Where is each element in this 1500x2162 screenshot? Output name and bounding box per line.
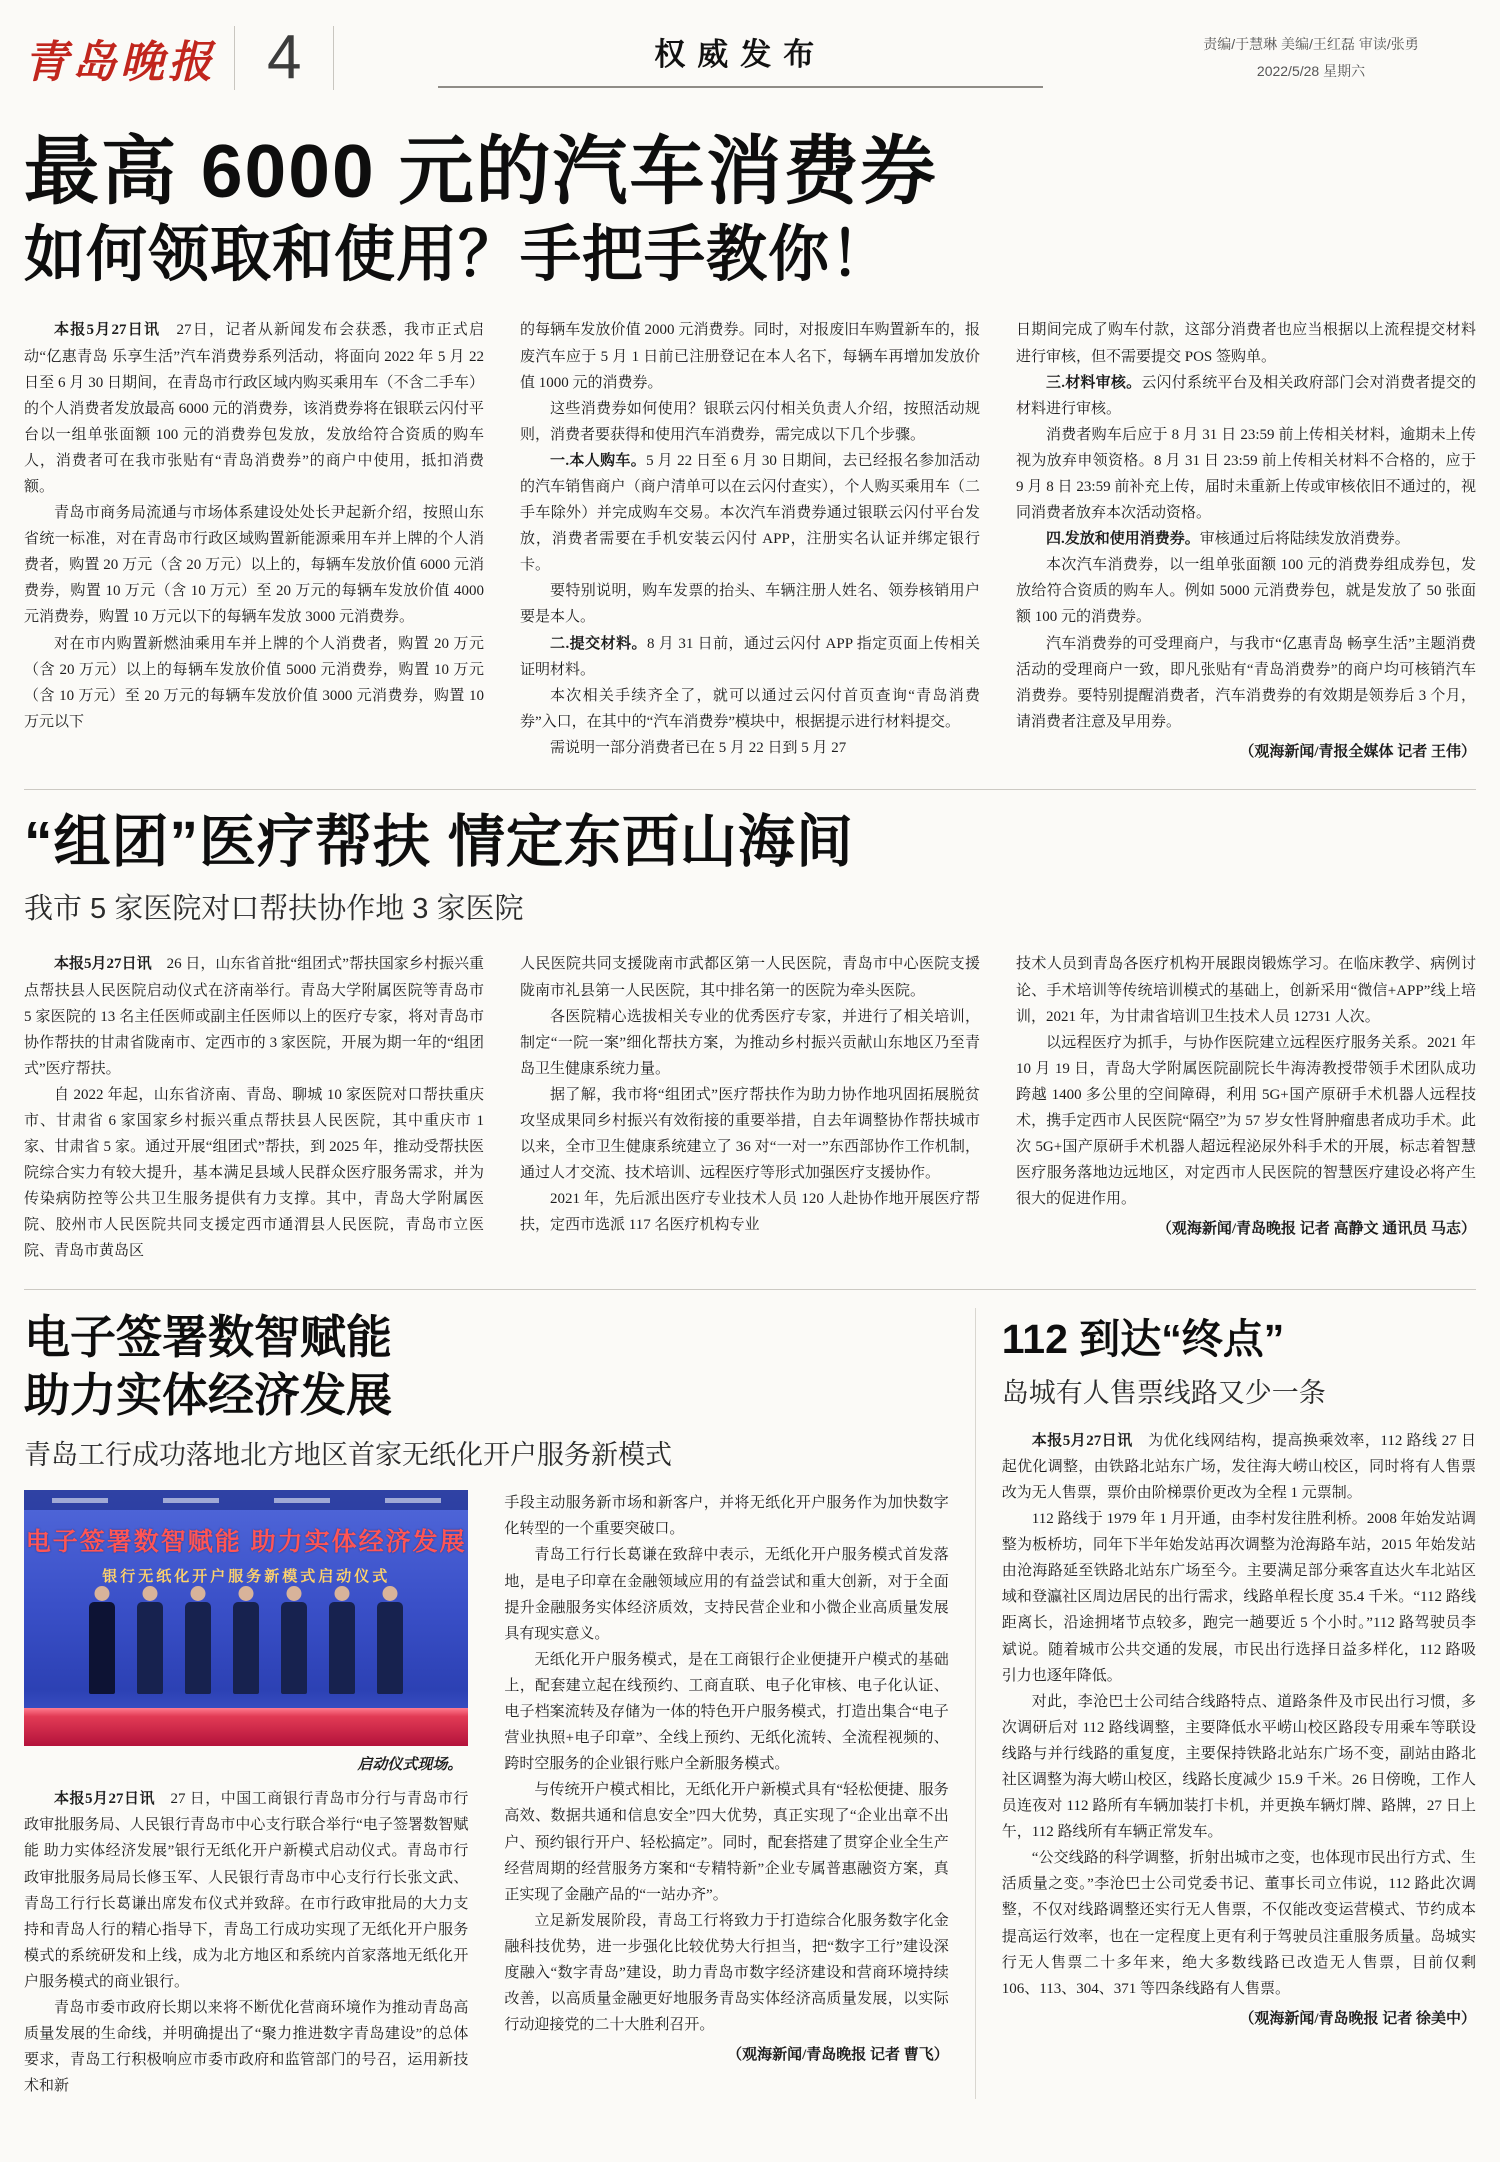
section-header — [352, 29, 1128, 88]
article-column — [1016, 317, 1476, 765]
masthead — [24, 14, 1476, 102]
person-figure — [281, 1602, 307, 1694]
paragraph: 本报5月27日讯 27 日，中国工商银行青岛市分行与青岛市行政审批服务局、人民银行青岛市中心支行联合举行“电子签署数智赋能 助力实体经济发展”银行无纸化开户新模式启动仪式。青岛市行政审批服务局局长修玉军、人民银行青岛市中心支行行长张文武、青岛工行行长葛谦出席发布仪式并致辞。在市行政审批局的大力支持和青岛人行的精心指导下，青岛工行成功实现了无纸化开户服务模式的系统研发和上线，成为北方地区和系统内首家落地无纸化开户服务模式的商业银行。 — [24, 1791, 469, 1990]
article2-subtitle: 我市 5 家医院对口帮扶协作地 3 家医院 — [24, 893, 524, 926]
section-title: 权威发布 — [654, 36, 827, 72]
article2-body — [24, 951, 1476, 1264]
article-bank-paperless — [24, 1308, 949, 2100]
person-figure — [329, 1602, 355, 1694]
red-carpet — [24, 1708, 468, 1746]
paragraph: 日期间完成了购车付款，这部分消费者也应当根据以上流程提交材料进行审核，但不需要提交 POS 签购单。 — [1016, 322, 1476, 365]
page-number: 4 — [267, 23, 302, 92]
paragraph: 这些消费券如何使用？银联云闪付相关负责人介绍，按照活动规则，消费者要获得和使用汽车消费券，需完成以下几个步骤。 — [520, 400, 980, 443]
article3-headline-line1: 电子签署数智赋能 — [24, 1310, 392, 1363]
article3-body — [24, 1490, 949, 2099]
paragraph: 的每辆车发放价值 2000 元消费券。同时，对报废旧车购置新车的，报废汽车应于 5 月 1 日前已注册登记在本人名下，每辆车再增加发放价值 1000 元的消费券。 — [520, 322, 980, 391]
person-figure — [377, 1602, 403, 1694]
vertical-divider — [975, 1308, 976, 2100]
article-credit: （观海新闻/青岛晚报 记者 徐美中） — [1239, 2010, 1476, 2027]
photo-top-banner — [24, 1490, 468, 1510]
editors-line: 责编/于慧琳 美编/王红磊 审读/张勇 — [1203, 36, 1419, 53]
photo-people — [24, 1602, 468, 1694]
article-bus-route-112 — [1002, 1308, 1476, 2100]
article-column — [1016, 951, 1476, 1264]
paragraph: 无纸化开户服务模式，是在工商银行企业便捷开户模式的基础上，配套建立起在线预约、工商直联、电子化审核、电子化认证、电子档案流转及存储为一体的特色开户服务模式，打造出集合“电子营业执照+电子印章”、全线上预约、无纸化流转、全流程视频的、跨时空服务的企业银行账户全新服务模式。 — [504, 1651, 949, 1773]
article4-headline: 112 到达“终点” — [1001, 1315, 1285, 1362]
paragraph: 人民医院共同支援陇南市武都区第一人民医院，青岛市中心医院支援陇南市礼县第一人民医院，其中排名第一的医院为牵头医院。 — [520, 956, 980, 999]
article1-body — [24, 317, 1476, 765]
paragraph: 需说明一部分消费者已在 5 月 22 日到 5 月 27 — [550, 739, 847, 756]
paragraph: 消费者购车后应于 8 月 31 日 23:59 前上传相关材料，逾期未上传视为放弃申领资格。8 月 31 日 23:59 前上传相关材料不合格的，应于 9 月 8 日 23:59 前补充上传，届时未重新上传或审核依旧不通过的，视同消费者放弃本次活动资格。 — [1016, 426, 1476, 522]
article-column — [24, 951, 484, 1264]
photo-caption: 启动仪式现场。 — [357, 1757, 463, 1774]
paragraph: 与传统开户模式相比，无纸化开户新模式具有“轻松便捷、服务高效、数据共通和信息安全”四大优势，真正实现了“企业出章不出户、预约银行开户、轻松搞定”。同时，配套搭建了贯穿企业全生产经营周期的经营服务方案和“专精特新”企业专属普惠融资方案，真正实现了金融产品的“一站办齐”。 — [504, 1782, 949, 1903]
person-figure — [185, 1602, 211, 1694]
article1-headline: 最高 6000 元的汽车消费券 — [24, 129, 938, 213]
paragraph: 汽车消费券的可受理商户，与我市“亿惠青岛 畅享生活”主题消费活动的受理商户一致，即凡张贴有“青岛消费券”的商户均可核销汽车消费券。要特别提醒消费者，汽车消费券的有效期是领券后 3 个月，请消费者注意及早用券。 — [1016, 635, 1476, 730]
paragraph: 本次汽车消费券，以一组单张面额 100 元的消费券组成券包，发放给符合资质的购车人。例如 5000 元消费券包，就是发放了 50 张面额 100 元的消费券。 — [1016, 557, 1476, 626]
article-car-coupons — [24, 128, 1476, 765]
article3-headline-line2: 助力实体经济发展 — [24, 1369, 392, 1422]
section-divider — [24, 1289, 1476, 1290]
photo-banner-subtitle: 银行无纸化开户服务新模式启动仪式 — [102, 1568, 391, 1586]
paragraph: 要特别说明，购车发票的抬头、车辆注册人姓名、领券核销用户要是本人。 — [520, 583, 980, 626]
divider — [333, 26, 334, 90]
paragraph: “公交线路的科学调整，折射出城市之变，也体现市民出行方式、生活质量之变。”李沧巴士公司党委书记、董事长司立伟说，112 路此次调整，不仅对线路调整还实行无人售票，不仅能改变运营模式、节约成本提高运行效率，也在一定程度上更有利于驾驶员注重服务质量。岛城实行无人售票二十多年来，绝大多数线路已改造无人售票，目前仅剩 106、113、304、371 等四条线路有人售票。 — [1001, 1850, 1476, 1997]
ceremony-photo-image — [24, 1490, 468, 1746]
paragraph: 四.发放和使用消费券。审核通过后将陆续发放消费券。 — [1046, 531, 1410, 548]
article-column — [1002, 1428, 1476, 2032]
article-credit: （观海新闻/青岛晚报 记者 曹飞） — [727, 2047, 949, 2064]
article-column — [520, 317, 980, 765]
bottom-section — [24, 1308, 1476, 2100]
article-credit: （观海新闻/青报全媒体 记者 王伟） — [1239, 743, 1476, 760]
article-column-text — [24, 1786, 468, 2099]
paragraph: 一.本人购车。5 月 22 日至 6 月 30 日期间，去已经报名参加活动的汽车销售商户（商户清单可以在云闪付查实），个人购买乘用车（二手车除外）并完成购车交易。本次汽车消费券通过银联云闪付平台发放，消费者需要在手机安装云闪付 APP，注册实名认证并绑定银行卡。 — [520, 452, 980, 574]
paragraph: 2021 年，先后派出医疗专业技术人员 120 人赴协作地开展医疗帮扶，定西市选派 117 名医疗机构专业 — [520, 1191, 980, 1234]
paragraph: 自 2022 年起，山东省济南、青岛、聊城 10 家医院对口帮扶重庆市、甘肃省 6 家国家乡村振兴重点帮扶县人民医院，其中重庆市 1 家、甘肃省 5 家。通过开展“组团式”帮扶，到 2025 年，推动受帮扶医院综合实力有较大提升，基本满足县域人民群众医疗服务需求，并为传染病防控等公共卫生服务提供有力支撑。其中，青岛大学附属医院、胶州市人民医院共同支援定西市通渭县人民医院，青岛市立医院、青岛市黄岛区 — [24, 1086, 484, 1260]
paragraph: 对在市内购置新燃油乘用车并上牌的个人消费者，购置 20 万元（含 20 万元）以上的每辆车发放价值 5000 元消费券，购置 10 万元（含 10 万元）至 20 万元的每辆车发放价值 3000 元消费券，购置 10 万元以下 — [24, 635, 484, 730]
paragraph: 本报5月27日讯 27日，记者从新闻发布会获悉，我市正式启动“亿惠青岛 乐享生活”汽车消费券系列活动，将面向 2022 年 5 月 22 日至 6 月 30 日期间，在青岛市行政区域内购买乘用车（不含二手车）的个人消费者发放最高 6000 元的消费券，该消费券将在银联云闪付平台以一组单张面额 100 元的消费券包发放，发放给符合资质的购车人，消费者可在我市张贴有“青岛消费券”的商户中使用，抵扣消费额。 — [24, 322, 484, 495]
article-credit: （观海新闻/青岛晚报 记者 高静文 通讯员 马志） — [1156, 1221, 1476, 1238]
article2-headline: “组团”医疗帮扶 情定东西山海间 — [24, 810, 854, 875]
paragraph: 据了解，我市将“组团式”医疗帮扶作为助力协作地巩固拓展脱贫攻坚成果同乡村振兴有效衔接的重要举措，自去年调整协作帮扶城市以来，全市卫生健康系统建立了 36 对“一对一”东西部协作工作机制，通过人才交流、技术培训、远程医疗等形式加强医疗支援协作。 — [520, 1086, 980, 1182]
article1-subheadline: 如何领取和使用？手把手教你！ — [24, 220, 893, 289]
person-figure — [89, 1602, 115, 1694]
paragraph: 青岛工行行长葛谦在致辞中表示，无纸化开户服务模式首发落地，是电子印章在金融领域应用的有益尝试和重大创新，对于全面提升金融服务实体经济质效，支持民营企业和小微企业高质量发展具有现实意义。 — [504, 1547, 949, 1642]
paragraph: 112 路线于 1979 年 1 月开通，由李村发往胜利桥。2008 年始发站调整为板桥坊，同年下半年始发站再次调整为沧海路车站，2015 年始发站由沧海路延至铁路北站东广场至今。主要满足部分乘客直达火车北站区域和登瀛社区周边居民的出行需求，线路单程长度 35.4 千米。“112 路线距离长，沿途拥堵节点较多，跑完一趟要近 5 个小时。”112 路驾驶员李斌说。随着城市公共交通的发展，市民出行选择日益多样化，112 路吸引力也逐年降低。 — [1001, 1511, 1476, 1684]
paragraph: 以远程医疗为抓手，与协作医院建立远程医疗服务关系。2021 年 10 月 19 日，青岛大学附属医院副院长牛海涛教授带领手术团队成功跨越 1400 多公里的空间障碍，利用 5G+国产原研手术机器人远程技术，携手定西市人民医院“隔空”为 57 岁女性肾肿瘤患者成功手术。此次 5G+国产原研手术机器人超远程泌尿外科手术的开展，标志着智慧医疗服务落地边远地区，对定西市人民医院的智慧医疗建设必将产生很大的促进作用。 — [1016, 1034, 1476, 1208]
paragraph: 手段主动服务新市场和新客户，并将无纸化开户服务作为加快数字化转型的一个重要突破口。 — [504, 1495, 949, 1538]
photo-banner-title: 电子签署数智赋能 助力实体经济发展 — [25, 1528, 467, 1557]
paragraph: 本报5月27日讯 26 日，山东省首批“组团式”帮扶国家乡村振兴重点帮扶县人民医院启动仪式在济南举行。青岛大学附属医院等青岛市 5 家医院的 13 名主任医师或副主任医师以上的医疗专家，将对青岛市协作帮扶的甘肃省陇南市、定西市的 3 家医院，开展为期一年的“组团式”医疗帮扶。 — [24, 956, 484, 1077]
date-line: 2022/5/28 星期六 — [1256, 63, 1366, 79]
article-column — [24, 1490, 468, 2099]
person-figure — [137, 1602, 163, 1694]
paragraph: 技术人员到青岛各医疗机构开展跟岗锻炼学习。在临床教学、病例讨论、手术培训等传统培训模式的基础上，创新采用“微信+APP”线上培训，2021 年，为甘肃省培训卫生技术人员 12731 人次。 — [1016, 956, 1476, 1025]
article3-subtitle: 青岛工行成功落地北方地区首家无纸化开户服务新模式 — [24, 1440, 672, 1471]
paragraph: 青岛市委市政府长期以来将不断优化营商环境作为推动青岛高质量发展的生命线，并明确提出了“聚力推进数字青岛建设”的总体要求，青岛工行积极响应市委市政府和监管部门的号召，运用新技术和新 — [24, 2000, 469, 2095]
edition-info — [1146, 31, 1476, 84]
article-column — [504, 1490, 948, 2099]
article4-subtitle: 岛城有人售票线路又少一条 — [1001, 1377, 1326, 1408]
paragraph: 本报5月27日讯 为优化线网结构，提高换乘效率，112 路线 27 日起优化调整，由铁路北站东广场，发往海大崂山校区，同时将有人售票改为无人售票，票价由阶梯票价更改为全程 1 元票制。 — [1001, 1432, 1476, 1501]
newspaper-logo: 青岛晚报 — [24, 38, 216, 87]
paragraph: 对此，李沧巴士公司结合线路特点、道路条件及市民出行习惯，多次调研后对 112 路线调整，主要降低水平崂山校区路段专用乘车等联设线路与并行线路的重复度，主要保持铁路北站东广场不变，副站由路北社区调整为海大崂山校区，线路长度减少 15.9 千米。26 日傍晚，工作人员连夜对 112 路所有车辆加装打卡机，并更换车辆灯牌、路牌，27 日上午，112 路线所有车辆正常发车。 — [1001, 1693, 1476, 1841]
paragraph: 各医院精心选拔相关专业的优秀医疗专家，并进行了相关培训，制定“一院一案”细化帮扶方案，为推动乡村振兴贡献山东地区乃至青岛卫生健康系统力量。 — [520, 1008, 980, 1077]
person-figure — [233, 1602, 259, 1694]
article-medical-aid — [24, 808, 1476, 1265]
ceremony-photo — [24, 1490, 468, 1774]
article-column — [24, 317, 484, 765]
paragraph: 立足新发展阶段，青岛工行将致力于打造综合化服务数字化金融科技优势，进一步强化比较优势大行担当，把“数字工行”建设深度融入“数字青岛”建设，助力青岛市数字经济建设和营商环境持续改善，以高质量金融更好地服务青岛实体经济高质量发展，以实际行动迎接党的二十大胜利召开。 — [504, 1912, 949, 2034]
paragraph: 三.材料审核。云闪付系统平台及相关政府部门会对消费者提交的材料进行审核。 — [1016, 374, 1476, 417]
paragraph: 二.提交材料。8 月 31 日前，通过云闪付 APP 指定页面上传相关证明材料。 — [520, 635, 980, 678]
section-divider — [24, 789, 1476, 790]
paragraph: 本次相关手续齐全了，就可以通过云闪付首页查询“青岛消费券”入口，在其中的“汽车消费券”模块中，根据提示进行材料提交。 — [520, 687, 980, 730]
section-rule — [438, 86, 1043, 88]
article-column — [520, 951, 980, 1264]
divider — [234, 26, 235, 90]
paragraph: 青岛市商务局流通与市场体系建设处处长尹起新介绍，按照山东省统一标准，对在青岛市行政区域购置新能源乘用车并上牌的个人消费者，购置 20 万元（含 20 万元）以上的，每辆车发放价值 6000 元消费券，购置 10 万元（含 10 万元）至 20 万元的每辆车发放价值 4000 元消费券，购置 10 万元以下的每辆车发放 3000 元消费券。 — [24, 505, 484, 626]
